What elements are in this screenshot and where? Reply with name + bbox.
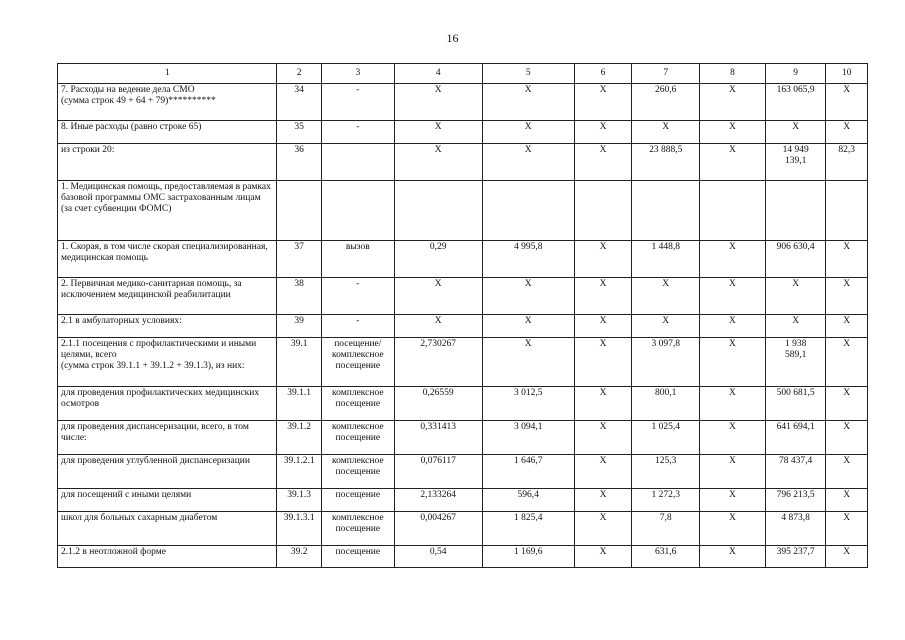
col-6-value: Х	[574, 315, 632, 338]
table-row	[58, 512, 868, 546]
table-row	[58, 546, 868, 568]
row-code: 39.1.3	[277, 489, 321, 512]
col-4-value: 0,26559	[394, 387, 482, 421]
row-label: 2.1.2 в неотложной форме	[58, 546, 277, 568]
col-7-value: 1 272,3	[632, 489, 700, 512]
column-header: 6	[574, 64, 632, 84]
row-label: 2.1 в амбулаторных условиях:	[58, 315, 277, 338]
column-header: 1	[58, 64, 277, 84]
col-7-value: 260,6	[632, 84, 700, 121]
table-row	[58, 181, 868, 241]
col-6-value: Х	[574, 455, 632, 489]
unit: -	[321, 121, 394, 144]
col-8-value: Х	[700, 84, 766, 121]
column-header: 5	[482, 64, 574, 84]
row-code	[277, 181, 321, 241]
col-4-value: Х	[394, 144, 482, 181]
col-5-value: Х	[482, 84, 574, 121]
col-6-value: Х	[574, 121, 632, 144]
table-row	[58, 338, 868, 387]
col-6-value: Х	[574, 241, 632, 278]
column-header: 9	[765, 64, 826, 84]
table-row	[58, 421, 868, 455]
col-4-value: 2,730267	[394, 338, 482, 387]
col-7-value: 1 025,4	[632, 421, 700, 455]
col-7-value: 631,6	[632, 546, 700, 568]
row-code: 39.1.3.1	[277, 512, 321, 546]
column-header: 10	[826, 64, 868, 84]
col-8-value: Х	[700, 421, 766, 455]
col-6-value: Х	[574, 512, 632, 546]
col-9-value: Х	[765, 121, 826, 144]
table-row	[58, 278, 868, 315]
row-code: 39.1	[277, 338, 321, 387]
row-code: 35	[277, 121, 321, 144]
unit: -	[321, 315, 394, 338]
row-label: для проведения углубленной диспансеризации	[58, 455, 277, 489]
unit: комплексное посещение	[321, 387, 394, 421]
col-8-value: Х	[700, 455, 766, 489]
col-8-value: Х	[700, 546, 766, 568]
row-label: 2.1.1 посещения с профилактическими и иными целями, всего (сумма строк 39.1.1 + 39.1.2 + 39.1.3), из них:	[58, 338, 277, 387]
row-code: 37	[277, 241, 321, 278]
column-header: 2	[277, 64, 321, 84]
col-9-value: Х	[765, 315, 826, 338]
col-4-value: 0,331413	[394, 421, 482, 455]
row-code: 36	[277, 144, 321, 181]
unit: посещение	[321, 489, 394, 512]
col-4-value: 0,54	[394, 546, 482, 568]
col-8-value: Х	[700, 489, 766, 512]
col-10-value: Х	[826, 512, 868, 546]
row-label: 2. Первичная медико-санитарная помощь, за исключением медицинской реабилитации	[58, 278, 277, 315]
expense-table	[57, 63, 868, 568]
col-8-value: Х	[700, 387, 766, 421]
col-9-value: 641 694,1	[765, 421, 826, 455]
col-7-value: 3 097,8	[632, 338, 700, 387]
unit: комплексное посещение	[321, 512, 394, 546]
col-8-value: Х	[700, 338, 766, 387]
col-5-value: Х	[482, 315, 574, 338]
col-5-value: 3 012,5	[482, 387, 574, 421]
col-5-value: Х	[482, 338, 574, 387]
col-9-value: 4 873,8	[765, 512, 826, 546]
row-label: 7. Расходы на ведение дела СМО (сумма строк 49 + 64 + 79)**********	[58, 84, 277, 121]
col-8-value: Х	[700, 512, 766, 546]
col-6-value: Х	[574, 338, 632, 387]
col-6-value: Х	[574, 387, 632, 421]
col-9-value: 78 437,4	[765, 455, 826, 489]
row-code: 39.1.1	[277, 387, 321, 421]
column-header: 4	[394, 64, 482, 84]
col-5-value: 596,4	[482, 489, 574, 512]
col-4-value: Х	[394, 315, 482, 338]
col-4-value: 0,076117	[394, 455, 482, 489]
col-4-value: 0,29	[394, 241, 482, 278]
col-8-value: Х	[700, 121, 766, 144]
col-8-value: Х	[700, 278, 766, 315]
col-9-value	[765, 181, 826, 241]
table-body	[58, 64, 868, 568]
col-10-value: Х	[826, 489, 868, 512]
col-5-value: 4 995,8	[482, 241, 574, 278]
row-label: 1. Скорая, в том числе скорая специализированная, медицинская помощь	[58, 241, 277, 278]
row-code: 39.1.2.1	[277, 455, 321, 489]
col-7-value	[632, 181, 700, 241]
col-8-value	[700, 181, 766, 241]
col-6-value: Х	[574, 421, 632, 455]
col-9-value: 906 630,4	[765, 241, 826, 278]
col-7-value: 800,1	[632, 387, 700, 421]
col-10-value: 82,3	[826, 144, 868, 181]
row-code: 39	[277, 315, 321, 338]
col-6-value: Х	[574, 278, 632, 315]
row-label: для проведения профилактических медицинских осмотров	[58, 387, 277, 421]
col-8-value: Х	[700, 315, 766, 338]
table-row	[58, 315, 868, 338]
row-label: школ для больных сахарным диабетом	[58, 512, 277, 546]
col-7-value: Х	[632, 315, 700, 338]
row-code: 34	[277, 84, 321, 121]
table-row	[58, 489, 868, 512]
col-5-value: 1 825,4	[482, 512, 574, 546]
row-label: из строки 20:	[58, 144, 277, 181]
unit	[321, 144, 394, 181]
table-row	[58, 121, 868, 144]
col-4-value: Х	[394, 278, 482, 315]
unit: -	[321, 84, 394, 121]
col-9-value: 1 938 589,1	[765, 338, 826, 387]
unit: комплексное посещение	[321, 421, 394, 455]
col-9-value: 796 213,5	[765, 489, 826, 512]
row-label: для проведения диспансеризации, всего, в том числе:	[58, 421, 277, 455]
table-row	[58, 144, 868, 181]
col-5-value: Х	[482, 144, 574, 181]
column-header: 7	[632, 64, 700, 84]
unit: комплексное посещение	[321, 455, 394, 489]
row-label: 1. Медицинская помощь, предоставляемая в рамках базовой программы ОМС застрахованным лицам (за счет субвенции ФОМС)	[58, 181, 277, 241]
column-header: 8	[700, 64, 766, 84]
table-row	[58, 241, 868, 278]
col-9-value: Х	[765, 278, 826, 315]
col-4-value: 0,004267	[394, 512, 482, 546]
col-6-value: Х	[574, 489, 632, 512]
table-row	[58, 455, 868, 489]
row-label: для посещений с иными целями	[58, 489, 277, 512]
col-4-value: Х	[394, 121, 482, 144]
page-number: 16	[446, 31, 459, 45]
col-4-value: Х	[394, 84, 482, 121]
row-code: 39.1.2	[277, 421, 321, 455]
col-10-value: Х	[826, 84, 868, 121]
col-4-value: 2,133264	[394, 489, 482, 512]
row-code: 38	[277, 278, 321, 315]
row-label: 8. Иные расходы (равно строке 65)	[58, 121, 277, 144]
col-7-value: Х	[632, 278, 700, 315]
col-5-value	[482, 181, 574, 241]
table-row	[58, 84, 868, 121]
table-row	[58, 387, 868, 421]
col-6-value: Х	[574, 546, 632, 568]
col-5-value: 1 169,6	[482, 546, 574, 568]
unit: посещение/ комплексное посещение	[321, 338, 394, 387]
col-9-value: 500 681,5	[765, 387, 826, 421]
col-10-value: Х	[826, 387, 868, 421]
column-header: 3	[321, 64, 394, 84]
row-code: 39.2	[277, 546, 321, 568]
unit: посещение	[321, 546, 394, 568]
header-row	[58, 64, 868, 84]
col-7-value: 125,3	[632, 455, 700, 489]
col-10-value: Х	[826, 338, 868, 387]
col-5-value: 3 094,1	[482, 421, 574, 455]
col-5-value: Х	[482, 278, 574, 315]
col-4-value	[394, 181, 482, 241]
col-8-value: Х	[700, 241, 766, 278]
col-9-value: 395 237,7	[765, 546, 826, 568]
col-5-value: Х	[482, 121, 574, 144]
col-8-value: Х	[700, 144, 766, 181]
col-10-value: Х	[826, 241, 868, 278]
col-7-value: 1 448,8	[632, 241, 700, 278]
col-6-value: Х	[574, 84, 632, 121]
unit: вызов	[321, 241, 394, 278]
col-10-value: Х	[826, 421, 868, 455]
col-10-value: Х	[826, 315, 868, 338]
col-5-value: 1 646,7	[482, 455, 574, 489]
col-10-value: Х	[826, 121, 868, 144]
col-6-value	[574, 181, 632, 241]
col-10-value	[826, 181, 868, 241]
col-10-value: Х	[826, 278, 868, 315]
col-10-value: Х	[826, 455, 868, 489]
col-10-value: Х	[826, 546, 868, 568]
col-7-value: 23 888,5	[632, 144, 700, 181]
unit	[321, 181, 394, 241]
unit: -	[321, 278, 394, 315]
col-7-value: 7,8	[632, 512, 700, 546]
col-7-value: Х	[632, 121, 700, 144]
col-9-value: 163 065,9	[765, 84, 826, 121]
col-6-value: Х	[574, 144, 632, 181]
col-9-value: 14 949 139,1	[765, 144, 826, 181]
